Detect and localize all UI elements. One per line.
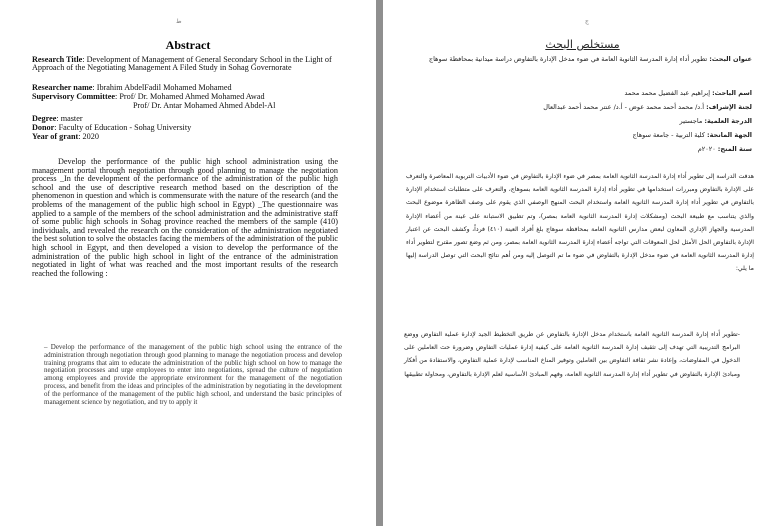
- arabic-abstract-result-bullet: -تطوير أداء إدارة المدرسة الثانوية العامة باستخدام مدخل الإدارة بالتفاوض عن طريق التخطيط الجيد لإدارة عملية التفاوض ووضع البرامج التدريبية التي تهدف إلى تثقيف إدارة المدرسة الثانوية العامة على كيفية إدارة عمليات التفاوض وضرورة حث العاملين على الدخول في المفاوضات، وإعادة نشر ثقافة التفاوض بين العاملين وتوفير المناخ المناسب لإدارة عملية التفاوض، والاستفادة من أفكار ومبادئ الإدارة بالتفاوض في تطوير أداء إدارة المدرسة الثانوية العامة، وفهم المبادئ الأساسية لعلم الإدارة بالتفاوض، ومحاولة تطبيقها: [404, 331, 740, 378]
- donor-field: Donor: Faculty of Education - Sohag University: [32, 123, 192, 132]
- research-title-field: Research Title: Development of Management of General Secondary School in the Light of Approach of the Negotiating Management A Filed Study in Sohag Governorate: [32, 55, 332, 73]
- committee-member-2: Prof/ Dr. Antar Mohamed Ahmed Abdel-Al: [133, 101, 276, 110]
- researcher-field: Researcher name: Ibrahim AbdelFadil Mohamed Mohamed: [32, 83, 232, 92]
- abstract-title: Abstract: [165, 38, 211, 52]
- arabic-degree-field: الدرجة العلمية: ماجستير: [679, 117, 752, 125]
- arabic-donor-field: الجهة المانحة: كلية التربية - جامعة سوهاج: [632, 131, 752, 139]
- page-mark: ج: [585, 19, 589, 25]
- arabic-abstract-title: مستخلص البحث: [545, 38, 620, 51]
- page-mark: ط: [176, 19, 182, 25]
- degree-field: Degree: master: [32, 114, 83, 123]
- arabic-year-field: سنة المنح: ٢٠٢٠م: [697, 145, 752, 153]
- arabic-title-field: عنوان البحث: تطوير أداء إدارة المدرسة الثانوية العامة في ضوء مدخل الإدارة بالتفاوض دراسة ميدانية بمحافظة سوهاج: [428, 55, 752, 63]
- arabic-abstract-body: هدفت الدراسة إلى تطوير أداء إدارة المدرسة الثانوية العامة بمصر في ضوء الإدارة بالتفاوض في ضوء الأدبيات التربوية المعاصرة والتعرف على الإدارة بالتفاوض ومبررات استخدامها في تطوير أداء إدارة المدرسة الثانوية العامة بسوهاج، والتعرف على متطلبات استخدام الإدارة بالتفاوض في تطوير أداء إدارة المدرسة الثانوية العامة واستخدام البحث المنهج الوصفي الذي يقوم على وصف الظاهرة موضوع البحث والذي يتناسب مع طبيعة البحث (ومشكلات إدارة المدرسة الثانوية العامة بمصر)، وتم تطبيق الاستبانة على عينة من أعضاء الإدارة المدرسية والجهاز الإداري المعاون لبعض مدارس الثانوية العامة بمحافظة سوهاج بلغ أفراد العينة (٤١٠) فرداً، وكشف البحث عن اعتبار الإدارة بالتفاوض الحل الأمثل لحل المعوقات التي تواجه أعضاء إدارة المدرسة الثانوية العامة بمصر، ومن ثم وضع تصور مقترح لتطوير أداء إدارة المدرسة الثانوية العامة في ضوء مدخل الإدارة بالتفاوض في ضوء ما تم التوصل إليه ومن أهم نتائج البحث التي توصل الدراسة إليها ما يلي:: [406, 173, 754, 273]
- year-field: Year of grant: 2020: [32, 132, 99, 141]
- abstract-result-bullet: – Develop the performance of the management of the public high school using the entrance of the administration through negotiation through good planning to manage the negotiation process and develop training programs that aim to educate the administration of the public high school on how to manage the negotiation processes and urge employees to enter into negotiations, spread the culture of negotiation among employees and provide the appropriate environment for the management of the negotiation process, and benefit from the ideas and principles of the administration by negotiating in the development of the performance of the management of the public high school, and understand the basic principles of management science by negotiation, and try to apply it: [44, 343, 342, 406]
- committee-field: Supervisory Committee: Prof/ Dr. Mohamed Ahmed Mohamed Awad: [32, 92, 265, 101]
- abstract-body: Develop the performance of the public high school administration using the management portal through negotiation through good planning to manage the negotiation process _In the development of the performance of the administration of the public high school and the use of descriptive research method based on the description of the phenomenon in question and which is commensurate with the nature of the research (and the problems of the management of the public high school in Egypt) _The questionnaire was applied to a sample of the members of the school administration and the administrative staff of some public high schools in Sohag province reached the members of the sample (410) individuals, and revealed the research on the consideration of the administration negotiated the best solution to solve the obstacles facing the members of the administration of the public high school in Egypt, and then developed a vision to develop the performance of the administration of the public high school in light of the entrance of the administration negotiated in light of what was reached and the most important results of the research reached the following :: [32, 157, 338, 278]
- arabic-committee-field: لجنة الإشراف: أ.د/ محمد أحمد محمد عوض - أ.د/ عنتر محمد أحمد عبدالعال: [543, 103, 752, 111]
- page-divider: [376, 0, 383, 526]
- arabic-researcher-field: اسم الباحث: إبراهيم عبد الفضيل محمد محمد: [624, 89, 752, 97]
